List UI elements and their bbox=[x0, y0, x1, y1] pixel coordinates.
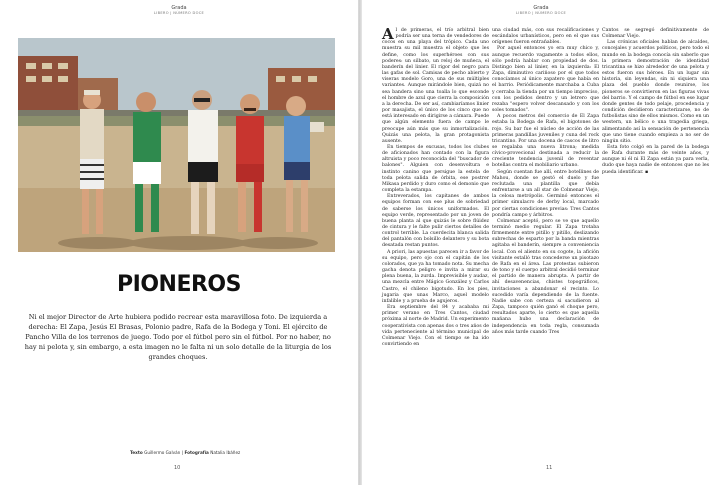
body-paragraph: una ciudad más, con sus recalificaciones y escándalos urbanísticos, pero en el que sus orígenes fueron entrañables. bbox=[492, 28, 599, 46]
body-paragraph: Cantos se segregó definitivamente de Colmenar Viejo. bbox=[602, 28, 709, 40]
body-paragraph: Por aquel entonces yo era muy chico y, aunque recuerdo vagamente a todos ellos, sólo podría hablar con propiedad de dos. Distingo bien al linier, en la izquierda: El Zapa, diminutivo cariñoso por el que todos conocíamos al único zapatero que había en el barrio. Periódicamente marchaba a Cuba y cerraba la tienda por un tiempo impreciso, con los pedidos dentro y un letrero que rezaba "espero volver descansado y con los soles tomados". bbox=[492, 46, 599, 114]
body-paragraph: Entreverados, los capitanes de ambos equipos forman con ese plus de sobriedad de saberse los únicos uniformados. El equipo verde, representado por un joven de buena planta al que quizás le sobre flúidez de cintura y le falte pulir ciertos detalles de control terrible. La cuerdecita blanca salida del pantalón con bolsillo delantero y su bota desatada restan puntos. bbox=[382, 194, 489, 249]
body-paragraph: Las crónicas oficiales hablan de alcaldes, concejales y acuerdos políticos, pero todo el mundo en la bodega conocía sin saberlo que la primera demostración de identidad tricantina se hizo alrededor de una pelota y estos fueron sus héroes. En un lugar sin historia, sin leyendas, sin ni siquiera una plaza del pueblo donde reunirse, los pioneros se convirtieron en las figuras vivas del barrio. Y el campo de fútbol en ese lugar donde gentes de todo pelaje, procedencia y condición decidieron caracterizarse, no de futbolistas sino de ellos mismos. Como en un western, un bélico o una tragedia griega, alimentando así la sensación de pertenencia que uno tiene cuando empieza a no ser de ningún sitio. bbox=[602, 40, 709, 144]
magazine-name: Grada bbox=[533, 5, 549, 11]
drop-cap: A bbox=[382, 25, 394, 43]
magazine-name: Grada bbox=[171, 5, 187, 11]
page-number-right: 11 bbox=[546, 465, 553, 471]
body-paragraph: A pocos metros del comercio de El Zapa estaba la Bodega de Rafa, el bigotones de rojo. Su bar fue el núcleo de acción de las primeras pandillas juveniles y cuna del rock tricantino. Por una docena de cascos de litro se regalaba una nueva litrona; medida cívico-provecional destinada a reducir la creciente tendencia juvenil de reventar botellas contra el mobiliario urbano. bbox=[492, 114, 599, 169]
credits: Texto Guillermo Galván | Fotografía Natalia Ibáñez bbox=[130, 450, 241, 455]
credit-photo-author: Natalia Ibáñez bbox=[210, 450, 241, 455]
body-paragraph: En tiempos de excusas, todos los clubes de aficionados han contado con la figura altruista y poco reconocida del "buscador de balones". Alguien con desenvoltura e instinto canino que persigue la estela de toda pelota salida de órbita, ese postrer Mikasa perdido y duro como el demonio que completa la estampa. bbox=[382, 144, 489, 194]
left-folio bbox=[119, 6, 239, 16]
body-paragraph: A priori, las apuestas parecen ir a favor de su equipo, pero ojo con el capitán de los colorados, que ya ha tomado nota. Su mecha gacha denota peligro e invita a mirar su plena buena, la zurda. Imprevisible y audaz, una mezcla entre Mágico González y Carlos Castro, el chileno bigotudo. En los pies, jugaria que unas Marco, aquel modelo infalible y a prueba de agujeros. bbox=[382, 249, 489, 304]
group-photo bbox=[18, 38, 335, 252]
body-paragraph: Colmenar aceptó, pero se ve que aquello terminó medio regular. El Zapa trotaba firmemente entre pitillo y pitillo, deslizando subrechas de esparto por la banda mientras agitaba el banderín, siempre a conveniencia local. Con el aliento en su cogote, la afición visitante estalló tras concederse un pisotazo de Rafa en el área. Las protestas subieron de tono y el cuerpo arbitral decidió terminar el partido de manera abrupta. A partir de ahí desavenencias, chistes topográficos, invitaciones a abandonar el recinto. Lo sucedido varía dependiendo de la fuente. Nadie sabe con certeza si sacudieron al Zapa, tampoco quién ganó el choque pero, resultados aparte, lo cierto es que aquella mañana hubo una declaración de independencia en toda regla, consumada años más tarde cuando Tres bbox=[492, 218, 599, 335]
page-number-left: 10 bbox=[174, 465, 181, 471]
issue-label: LIBERO | NÚMERO DOCE bbox=[515, 11, 567, 15]
body-paragraph: Al de primeras, el trío arbitral bien podría ser una terna de vendedores de cocos en una playa del trópico. Cada uno muestra su mil muestra el objeto que les define, como los superhéroes con sus poderes: un silbato, un reloj de muñeca, el banderín del linier. El rigor del negro para las gafas de sol. Camisas de pecho abierto y viseras modelo Goro, una de sus múltiples variantes. Aunque mirándole bien, quizá no sea bandera sino una toalla lo que esconde el hombre de azul que cierra la composición a la derecha. De ser así, cambiaríamos linier por masajista, el único de los cinco que no está interesado en dirigirse a cámara. Puede que algún elemento fuera de campo le preocupe aún más que su inmortalización. Quizás una pelota, la gran protagonista ausente. bbox=[382, 25, 489, 144]
right-folio bbox=[481, 6, 601, 16]
credit-text-label: Texto bbox=[130, 450, 143, 455]
body-column-2 bbox=[492, 28, 599, 336]
credit-photo-label: Fotografía bbox=[184, 450, 209, 455]
group-photo-five-men-icon bbox=[18, 38, 335, 252]
issue-label: LIBERO | NÚMERO DOCE bbox=[153, 11, 205, 15]
body-column-1 bbox=[382, 25, 489, 348]
article-lede: Ni el mejor Director de Arte hubiera podido recrear esta maravillosa foto. De izquierda a derecha: El Zapa, Jesús El Brasas, Polonio padre, Rafa de la Bodega y Toni. El ejército de Pancho Villa de los terrenos de juego. Todo por el fútbol pero sin el fútbol. Por no haber, no hay ni pelota y, sin embargo, a esta imagen no le falta ni un solo detalle de la liturgia de los grandes choques. bbox=[24, 313, 332, 361]
credit-text-author: Guillermo Galván bbox=[144, 450, 181, 455]
body-paragraph: Según cuentan fue allí, entre botellines de Mahou, donde se gestó el duelo y fue reclutada una plantilla que debía enfrentarse a un all star de Colmenar Viejo, la celosa metrópolis. Germinó entonces el primer simulacro de derby local, marcado por ciertas condiciones previas: Tres Cantos pondría campo y árbitros. bbox=[492, 169, 599, 218]
body-paragraph: Era septiembre del 84 y acababa mi primer verano en Tres Cantos, ciudad próxima al norte de Madrid. Un experimento cooperativista con apenas dos o tres años de vida perteneciente al término municipal de Colmenar Viejo. Con el tiempo se ha ido convirtiendo en bbox=[382, 305, 489, 347]
body-column-3 bbox=[602, 28, 709, 176]
left-page bbox=[0, 0, 358, 485]
article-title: PIONEROS bbox=[117, 272, 241, 297]
body-paragraph: Esta foto colgó en la pared de la bodega de Rafa durante más de veinte años, y aunque ni él ni El Zapa están ya para verla, dudo que haya nadie de entonces que no les pueda identificar. ▪ bbox=[602, 144, 709, 175]
right-page bbox=[362, 0, 720, 485]
